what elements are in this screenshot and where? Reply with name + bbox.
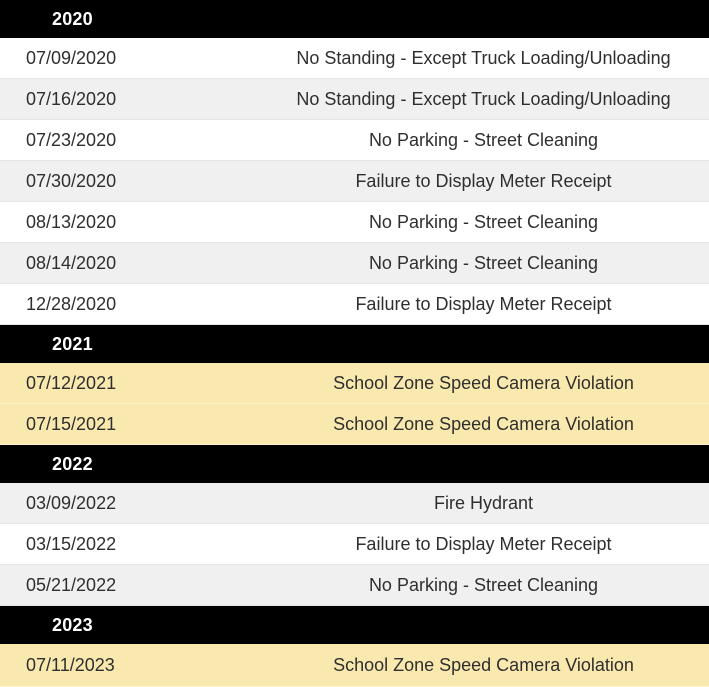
violation-row xyxy=(0,565,709,606)
violation-description: No Parking - Street Cleaning xyxy=(368,574,599,595)
violation-description: No Standing - Except Truck Loading/Unloading xyxy=(296,47,671,68)
year-header-2023 xyxy=(0,606,709,644)
violation-date: 07/16/2020 xyxy=(26,88,117,109)
violation-description: School Zone Speed Camera Violation xyxy=(333,654,634,675)
violation-date: 03/15/2022 xyxy=(26,533,117,554)
violation-description: No Parking - Street Cleaning xyxy=(368,252,599,273)
violation-row xyxy=(0,524,709,565)
violation-date: 05/21/2022 xyxy=(26,574,117,595)
year-label: 2022 xyxy=(52,453,93,474)
year-label: 2023 xyxy=(52,614,93,635)
violation-row xyxy=(0,284,709,325)
violation-description: No Standing - Except Truck Loading/Unloading xyxy=(296,88,671,109)
violation-description: Failure to Display Meter Receipt xyxy=(355,170,612,191)
violation-description: No Parking - Street Cleaning xyxy=(368,211,599,232)
violation-row xyxy=(0,404,709,445)
violation-date: 07/11/2023 xyxy=(26,654,115,675)
violation-description: Failure to Display Meter Receipt xyxy=(355,533,612,554)
violation-row xyxy=(0,644,709,687)
year-label: 2021 xyxy=(52,333,93,354)
violation-row xyxy=(0,363,709,404)
violation-row xyxy=(0,243,709,284)
year-label: 2020 xyxy=(52,8,93,29)
violation-date: 07/09/2020 xyxy=(26,47,117,68)
violation-description: School Zone Speed Camera Violation xyxy=(333,413,634,434)
violation-date: 08/13/2020 xyxy=(26,211,117,232)
violation-date: 07/23/2020 xyxy=(26,129,117,150)
violation-date: 07/12/2021 xyxy=(26,372,117,393)
violation-description: Failure to Display Meter Receipt xyxy=(355,293,612,314)
violation-date: 08/14/2020 xyxy=(26,252,117,273)
violation-row xyxy=(0,202,709,243)
violation-date: 03/09/2022 xyxy=(26,492,117,513)
year-header-2021 xyxy=(0,325,709,363)
year-header-2020 xyxy=(0,0,709,38)
violation-row xyxy=(0,483,709,524)
violation-row xyxy=(0,38,709,79)
violation-date: 07/15/2021 xyxy=(26,413,117,434)
violation-row xyxy=(0,161,709,202)
violation-description: Fire Hydrant xyxy=(433,492,534,513)
violation-row xyxy=(0,79,709,120)
violation-description: No Parking - Street Cleaning xyxy=(368,129,599,150)
violation-date: 12/28/2020 xyxy=(26,293,117,314)
violation-row xyxy=(0,120,709,161)
violation-description: School Zone Speed Camera Violation xyxy=(333,372,634,393)
year-header-2022 xyxy=(0,445,709,483)
violation-date: 07/30/2020 xyxy=(26,170,117,191)
